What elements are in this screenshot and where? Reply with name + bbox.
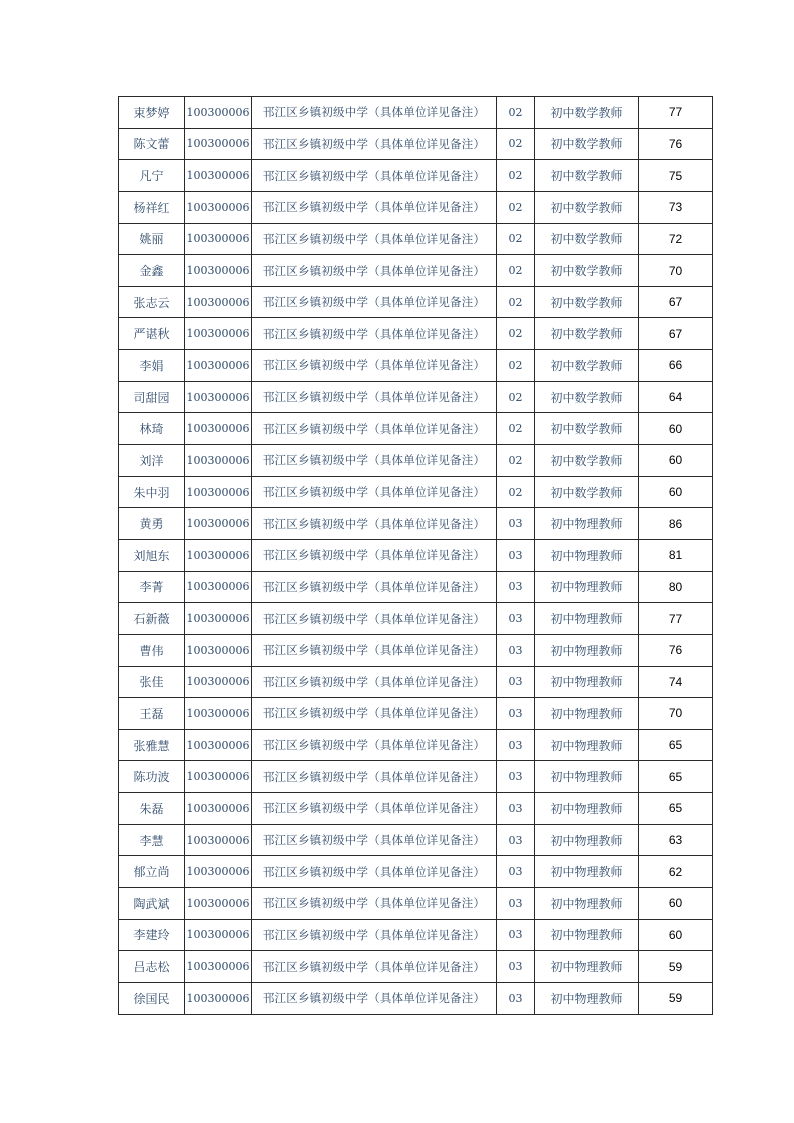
unit-code-cell: 100300006 bbox=[185, 729, 252, 761]
candidate-name-cell: 刘洋 bbox=[119, 445, 185, 477]
candidate-name-cell: 杨祥红 bbox=[119, 191, 185, 223]
table-row bbox=[119, 350, 713, 382]
unit-code-cell: 100300006 bbox=[185, 698, 252, 730]
position-code-cell: 03 bbox=[497, 634, 535, 666]
unit-code-cell: 100300006 bbox=[185, 413, 252, 445]
table-row bbox=[119, 223, 713, 255]
unit-name-cell: 邗江区乡镇初级中学（具体单位详见备注） bbox=[252, 223, 497, 255]
unit-name-cell: 邗江区乡镇初级中学（具体单位详见备注） bbox=[252, 729, 497, 761]
position-name-cell: 初中数学教师 bbox=[535, 350, 639, 382]
unit-code-cell: 100300006 bbox=[185, 539, 252, 571]
position-name-cell: 初中物理教师 bbox=[535, 666, 639, 698]
unit-name-cell: 邗江区乡镇初级中学（具体单位详见备注） bbox=[252, 856, 497, 888]
table-row bbox=[119, 97, 713, 129]
candidate-name-cell: 石新薇 bbox=[119, 603, 185, 635]
score-cell: 60 bbox=[639, 413, 713, 445]
candidate-name-cell: 金鑫 bbox=[119, 255, 185, 287]
unit-name-cell: 邗江区乡镇初级中学（具体单位详见备注） bbox=[252, 603, 497, 635]
table-row bbox=[119, 571, 713, 603]
unit-name-cell: 邗江区乡镇初级中学（具体单位详见备注） bbox=[252, 128, 497, 160]
position-code-cell: 03 bbox=[497, 982, 535, 1014]
position-code-cell: 03 bbox=[497, 888, 535, 920]
candidate-name-cell: 李建玲 bbox=[119, 919, 185, 951]
position-name-cell: 初中数学教师 bbox=[535, 286, 639, 318]
score-cell: 86 bbox=[639, 508, 713, 540]
unit-name-cell: 邗江区乡镇初级中学（具体单位详见备注） bbox=[252, 160, 497, 192]
table-row bbox=[119, 476, 713, 508]
position-name-cell: 初中数学教师 bbox=[535, 160, 639, 192]
score-cell: 70 bbox=[639, 255, 713, 287]
candidate-name-cell: 严谌秋 bbox=[119, 318, 185, 350]
unit-name-cell: 邗江区乡镇初级中学（具体单位详见备注） bbox=[252, 793, 497, 825]
table-row bbox=[119, 634, 713, 666]
position-name-cell: 初中数学教师 bbox=[535, 255, 639, 287]
position-code-cell: 02 bbox=[497, 350, 535, 382]
table-row bbox=[119, 160, 713, 192]
score-cell: 76 bbox=[639, 634, 713, 666]
unit-code-cell: 100300006 bbox=[185, 476, 252, 508]
unit-code-cell: 100300006 bbox=[185, 381, 252, 413]
table-row bbox=[119, 888, 713, 920]
table-row bbox=[119, 824, 713, 856]
position-name-cell: 初中物理教师 bbox=[535, 571, 639, 603]
unit-name-cell: 邗江区乡镇初级中学（具体单位详见备注） bbox=[252, 919, 497, 951]
position-code-cell: 03 bbox=[497, 666, 535, 698]
unit-name-cell: 邗江区乡镇初级中学（具体单位详见备注） bbox=[252, 286, 497, 318]
unit-name-cell: 邗江区乡镇初级中学（具体单位详见备注） bbox=[252, 381, 497, 413]
position-name-cell: 初中物理教师 bbox=[535, 856, 639, 888]
table-row bbox=[119, 255, 713, 287]
unit-name-cell: 邗江区乡镇初级中学（具体单位详见备注） bbox=[252, 97, 497, 129]
position-code-cell: 03 bbox=[497, 951, 535, 983]
position-code-cell: 03 bbox=[497, 571, 535, 603]
position-name-cell: 初中数学教师 bbox=[535, 476, 639, 508]
candidate-name-cell: 曹伟 bbox=[119, 634, 185, 666]
unit-code-cell: 100300006 bbox=[185, 191, 252, 223]
unit-name-cell: 邗江区乡镇初级中学（具体单位详见备注） bbox=[252, 888, 497, 920]
position-name-cell: 初中物理教师 bbox=[535, 793, 639, 825]
score-cell: 81 bbox=[639, 539, 713, 571]
unit-code-cell: 100300006 bbox=[185, 856, 252, 888]
score-cell: 65 bbox=[639, 761, 713, 793]
score-cell: 72 bbox=[639, 223, 713, 255]
unit-name-cell: 邗江区乡镇初级中学（具体单位详见备注） bbox=[252, 761, 497, 793]
position-code-cell: 03 bbox=[497, 508, 535, 540]
table-row bbox=[119, 191, 713, 223]
table-row bbox=[119, 413, 713, 445]
position-code-cell: 02 bbox=[497, 445, 535, 477]
candidate-name-cell: 李菁 bbox=[119, 571, 185, 603]
unit-code-cell: 100300006 bbox=[185, 919, 252, 951]
position-code-cell: 02 bbox=[497, 318, 535, 350]
unit-code-cell: 100300006 bbox=[185, 634, 252, 666]
unit-code-cell: 100300006 bbox=[185, 571, 252, 603]
unit-name-cell: 邗江区乡镇初级中学（具体单位详见备注） bbox=[252, 413, 497, 445]
unit-name-cell: 邗江区乡镇初级中学（具体单位详见备注） bbox=[252, 476, 497, 508]
candidate-name-cell: 徐国民 bbox=[119, 982, 185, 1014]
unit-code-cell: 100300006 bbox=[185, 793, 252, 825]
unit-code-cell: 100300006 bbox=[185, 666, 252, 698]
unit-name-cell: 邗江区乡镇初级中学（具体单位详见备注） bbox=[252, 951, 497, 983]
unit-name-cell: 邗江区乡镇初级中学（具体单位详见备注） bbox=[252, 824, 497, 856]
candidate-name-cell: 李娟 bbox=[119, 350, 185, 382]
position-name-cell: 初中数学教师 bbox=[535, 223, 639, 255]
position-name-cell: 初中物理教师 bbox=[535, 951, 639, 983]
position-name-cell: 初中物理教师 bbox=[535, 919, 639, 951]
position-code-cell: 02 bbox=[497, 160, 535, 192]
position-name-cell: 初中物理教师 bbox=[535, 698, 639, 730]
position-name-cell: 初中数学教师 bbox=[535, 318, 639, 350]
candidate-name-cell: 朱中羽 bbox=[119, 476, 185, 508]
position-name-cell: 初中物理教师 bbox=[535, 634, 639, 666]
position-name-cell: 初中物理教师 bbox=[535, 982, 639, 1014]
unit-code-cell: 100300006 bbox=[185, 223, 252, 255]
position-code-cell: 03 bbox=[497, 698, 535, 730]
candidate-name-cell: 张佳 bbox=[119, 666, 185, 698]
table-row bbox=[119, 128, 713, 160]
candidate-name-cell: 张志云 bbox=[119, 286, 185, 318]
table-row bbox=[119, 539, 713, 571]
score-cell: 77 bbox=[639, 97, 713, 129]
score-cell: 77 bbox=[639, 603, 713, 635]
position-name-cell: 初中数学教师 bbox=[535, 97, 639, 129]
table-row bbox=[119, 666, 713, 698]
unit-code-cell: 100300006 bbox=[185, 508, 252, 540]
candidate-name-cell: 李慧 bbox=[119, 824, 185, 856]
position-name-cell: 初中物理教师 bbox=[535, 603, 639, 635]
position-code-cell: 03 bbox=[497, 856, 535, 888]
unit-name-cell: 邗江区乡镇初级中学（具体单位详见备注） bbox=[252, 191, 497, 223]
score-cell: 80 bbox=[639, 571, 713, 603]
score-cell: 59 bbox=[639, 982, 713, 1014]
results-table bbox=[118, 96, 713, 1015]
candidate-name-cell: 陈功波 bbox=[119, 761, 185, 793]
candidate-name-cell: 刘旭东 bbox=[119, 539, 185, 571]
position-name-cell: 初中数学教师 bbox=[535, 128, 639, 160]
unit-name-cell: 邗江区乡镇初级中学（具体单位详见备注） bbox=[252, 350, 497, 382]
position-code-cell: 03 bbox=[497, 793, 535, 825]
score-cell: 60 bbox=[639, 476, 713, 508]
unit-code-cell: 100300006 bbox=[185, 888, 252, 920]
position-name-cell: 初中物理教师 bbox=[535, 508, 639, 540]
score-cell: 76 bbox=[639, 128, 713, 160]
position-code-cell: 02 bbox=[497, 476, 535, 508]
unit-code-cell: 100300006 bbox=[185, 951, 252, 983]
position-name-cell: 初中物理教师 bbox=[535, 824, 639, 856]
position-name-cell: 初中物理教师 bbox=[535, 539, 639, 571]
position-code-cell: 02 bbox=[497, 128, 535, 160]
position-name-cell: 初中数学教师 bbox=[535, 191, 639, 223]
score-cell: 66 bbox=[639, 350, 713, 382]
unit-code-cell: 100300006 bbox=[185, 318, 252, 350]
table-row bbox=[119, 445, 713, 477]
candidate-name-cell: 陈文蕾 bbox=[119, 128, 185, 160]
score-cell: 59 bbox=[639, 951, 713, 983]
candidate-name-cell: 黄勇 bbox=[119, 508, 185, 540]
score-cell: 75 bbox=[639, 160, 713, 192]
position-name-cell: 初中物理教师 bbox=[535, 888, 639, 920]
unit-code-cell: 100300006 bbox=[185, 824, 252, 856]
table-row bbox=[119, 318, 713, 350]
candidate-name-cell: 张雅慧 bbox=[119, 729, 185, 761]
unit-name-cell: 邗江区乡镇初级中学（具体单位详见备注） bbox=[252, 634, 497, 666]
candidate-name-cell: 司甜园 bbox=[119, 381, 185, 413]
unit-code-cell: 100300006 bbox=[185, 350, 252, 382]
position-code-cell: 02 bbox=[497, 191, 535, 223]
score-cell: 60 bbox=[639, 888, 713, 920]
position-name-cell: 初中数学教师 bbox=[535, 381, 639, 413]
position-name-cell: 初中数学教师 bbox=[535, 413, 639, 445]
unit-name-cell: 邗江区乡镇初级中学（具体单位详见备注） bbox=[252, 508, 497, 540]
position-name-cell: 初中数学教师 bbox=[535, 445, 639, 477]
table-row bbox=[119, 919, 713, 951]
table-row bbox=[119, 793, 713, 825]
position-code-cell: 03 bbox=[497, 729, 535, 761]
candidate-name-cell: 朱磊 bbox=[119, 793, 185, 825]
unit-code-cell: 100300006 bbox=[185, 160, 252, 192]
score-cell: 65 bbox=[639, 793, 713, 825]
unit-code-cell: 100300006 bbox=[185, 97, 252, 129]
score-cell: 73 bbox=[639, 191, 713, 223]
position-code-cell: 03 bbox=[497, 824, 535, 856]
position-code-cell: 02 bbox=[497, 286, 535, 318]
unit-name-cell: 邗江区乡镇初级中学（具体单位详见备注） bbox=[252, 255, 497, 287]
score-cell: 63 bbox=[639, 824, 713, 856]
candidate-name-cell: 林琦 bbox=[119, 413, 185, 445]
unit-code-cell: 100300006 bbox=[185, 982, 252, 1014]
position-name-cell: 初中物理教师 bbox=[535, 729, 639, 761]
position-code-cell: 02 bbox=[497, 255, 535, 287]
candidate-name-cell: 郁立尚 bbox=[119, 856, 185, 888]
candidate-name-cell: 姚丽 bbox=[119, 223, 185, 255]
table-row bbox=[119, 982, 713, 1014]
table-row bbox=[119, 729, 713, 761]
unit-code-cell: 100300006 bbox=[185, 255, 252, 287]
results-table-body bbox=[119, 97, 713, 1015]
unit-name-cell: 邗江区乡镇初级中学（具体单位详见备注） bbox=[252, 445, 497, 477]
unit-name-cell: 邗江区乡镇初级中学（具体单位详见备注） bbox=[252, 539, 497, 571]
candidate-name-cell: 凡宁 bbox=[119, 160, 185, 192]
position-name-cell: 初中物理教师 bbox=[535, 761, 639, 793]
position-code-cell: 03 bbox=[497, 539, 535, 571]
table-row bbox=[119, 381, 713, 413]
position-code-cell: 02 bbox=[497, 97, 535, 129]
unit-name-cell: 邗江区乡镇初级中学（具体单位详见备注） bbox=[252, 698, 497, 730]
candidate-name-cell: 束梦婷 bbox=[119, 97, 185, 129]
score-cell: 65 bbox=[639, 729, 713, 761]
unit-name-cell: 邗江区乡镇初级中学（具体单位详见备注） bbox=[252, 982, 497, 1014]
table-row bbox=[119, 951, 713, 983]
score-cell: 64 bbox=[639, 381, 713, 413]
table-row bbox=[119, 286, 713, 318]
position-code-cell: 03 bbox=[497, 761, 535, 793]
score-cell: 74 bbox=[639, 666, 713, 698]
unit-name-cell: 邗江区乡镇初级中学（具体单位详见备注） bbox=[252, 571, 497, 603]
candidate-name-cell: 王磊 bbox=[119, 698, 185, 730]
score-cell: 70 bbox=[639, 698, 713, 730]
position-code-cell: 03 bbox=[497, 603, 535, 635]
table-row bbox=[119, 508, 713, 540]
candidate-name-cell: 吕志松 bbox=[119, 951, 185, 983]
unit-code-cell: 100300006 bbox=[185, 128, 252, 160]
table-row bbox=[119, 761, 713, 793]
score-cell: 62 bbox=[639, 856, 713, 888]
unit-code-cell: 100300006 bbox=[185, 286, 252, 318]
score-cell: 67 bbox=[639, 318, 713, 350]
unit-name-cell: 邗江区乡镇初级中学（具体单位详见备注） bbox=[252, 666, 497, 698]
score-cell: 60 bbox=[639, 919, 713, 951]
position-code-cell: 02 bbox=[497, 223, 535, 255]
table-row bbox=[119, 603, 713, 635]
score-cell: 60 bbox=[639, 445, 713, 477]
candidate-name-cell: 陶武斌 bbox=[119, 888, 185, 920]
position-code-cell: 02 bbox=[497, 413, 535, 445]
position-code-cell: 02 bbox=[497, 381, 535, 413]
unit-code-cell: 100300006 bbox=[185, 603, 252, 635]
table-row bbox=[119, 698, 713, 730]
unit-code-cell: 100300006 bbox=[185, 761, 252, 793]
table-row bbox=[119, 856, 713, 888]
score-cell: 67 bbox=[639, 286, 713, 318]
unit-name-cell: 邗江区乡镇初级中学（具体单位详见备注） bbox=[252, 318, 497, 350]
position-code-cell: 03 bbox=[497, 919, 535, 951]
unit-code-cell: 100300006 bbox=[185, 445, 252, 477]
